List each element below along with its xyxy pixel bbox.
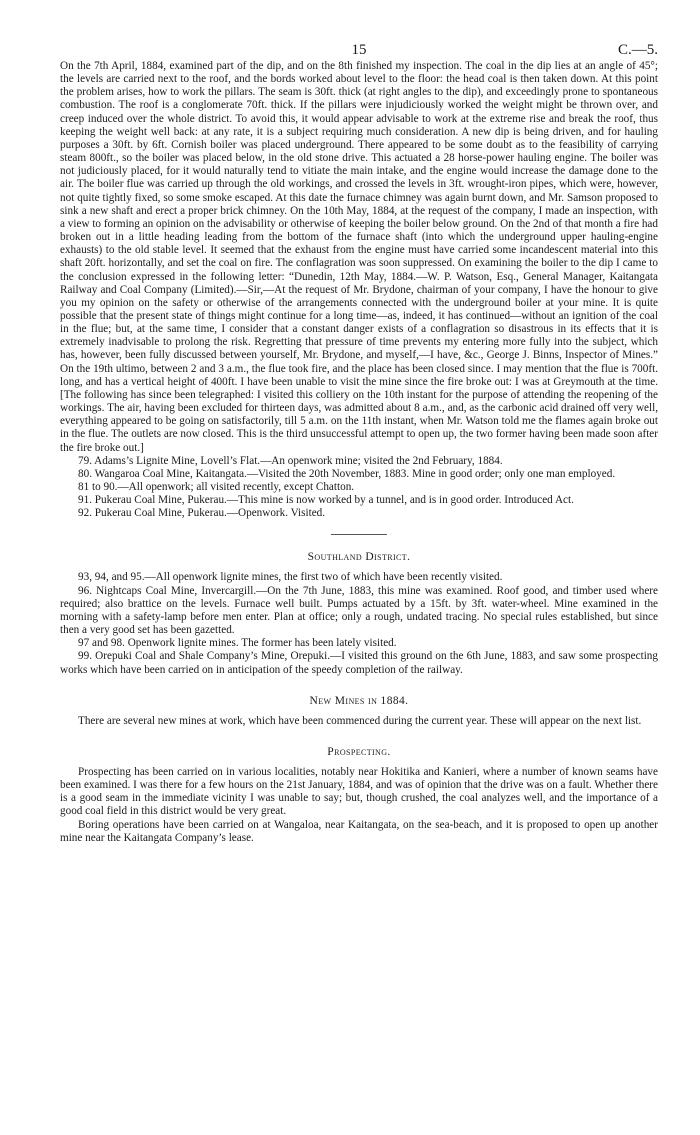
paragraph-92: 92. Pukerau Coal Mine, Pukerau.—Openwork. Visited.	[78, 507, 326, 520]
heading-new-mines: New Mines in 1884.	[309, 694, 409, 707]
page-header	[60, 0, 658, 60]
paragraph-prospecting-2: Boring operations have been carried on at Wangaloa, near Kaitangata, on the sea-beach, and it is proposed to open up another mine near the Kaitangata Company’s lease.	[60, 818, 658, 844]
document-body	[60, 60, 658, 845]
section-divider	[331, 534, 387, 535]
heading-southland-district: Southland District.	[307, 551, 411, 564]
paragraph-80: 80. Wangaroa Coal Mine, Kaitangata.—Visited the 20th November, 1883. Mine in good order; only one man employed.	[78, 467, 616, 480]
page-number: 15	[351, 42, 367, 58]
paragraph-79: 79. Adams’s Lignite Mine, Lovell’s Flat.—An openwork mine; visited the 2nd February, 1884.	[78, 454, 503, 467]
paragraph-99: 99. Orepuki Coal and Shale Company’s Mine, Orepuki.—I visited this ground on the 6th June, 1883, and saw some prospecting works which have been carried on in anticipation of the speedy completion of the railway.	[60, 650, 658, 676]
document-reference: C.—5.	[617, 42, 658, 58]
paragraph-96: 96. Nightcaps Coal Mine, Invercargill.—On the 7th June, 1883, this mine was examined. Roof good, and timber used where required; also brattice on the levels. Furnace well built. Pumps actuated by a 15ft. by 3ft. water-wheel. Mine examined in the morning with a safety-lamp before men enter. Plan at office; only a rough, undated tracing. No special rules established, but since then a very good set has been gazetted.	[60, 584, 658, 637]
paragraph-new-mines: There are several new mines at work, which have been commenced during the current year. These will appear on the next list.	[78, 714, 642, 727]
document-page	[60, 0, 658, 845]
paragraph-81-90: 81 to 90.—All openwork; all visited recently, except Chatton.	[78, 481, 355, 493]
paragraph-91: 91. Pukerau Coal Mine, Pukerau.—This mine is now worked by a tunnel, and is in good order. Introduced Act.	[78, 494, 574, 507]
paragraph-prospecting-1: Prospecting has been carried on in various localities, notably near Hokitika and Kanieri, where a number of known seams have been examined. I was there for a few hours on the 21st January, 1884, and was of opinion that the drive was on a fault. Whether there is a good seam in the immediate vicinity I was unable to say; but, though crushed, the coal analyzes well, and the importance of a good coal field in this district would be very great.	[60, 765, 658, 818]
paragraph-97-98: 97 and 98. Openwork lignite mines. The former has been lately visited.	[78, 637, 397, 650]
heading-prospecting: Prospecting.	[327, 745, 391, 758]
paragraph-93-95: 93, 94, and 95.—All openwork lignite mines, the first two of which have been recently visited.	[78, 571, 503, 584]
paragraph-kaitangata: On the 7th April, 1884, examined part of the dip, and on the 8th finished my inspection. The coal in the dip lies at an angle of 45°; the levels are carried next to the roof, and the bords worked about level to the floor: the head coal is then taken down. At this point the problem arises, how to work the pillars. The seam is 30ft. thick (at right angles to the dip), and exceedingly prone to spontaneous combustion. The roof is a conglomerate 70ft. thick. If the pillars were injudiciously worked the weight might be thrown over, and creep induced over the whole district. To avoid this, it would appear advisable to work at the extreme rise and break the roof, thus keeping the weight well back: at any rate, it is a subject requiring much consideration. A new dip is being driven, and for hauling purposes a 30ft. by 6ft. Cornish boiler was placed underground. There appeared to be some doubt as to the feasibility of carrying steam 800ft., so the boiler was placed below, in the old stone drive. This actuated a 28 horse-power hauling engine. The boiler was not judiciously placed, for it would naturally tend to vitiate the main intake, and the engine would increase the damage done to the air. The boiler flue was carried up through the old workings, and crossed the levels in 3ft. wrought-iron pipes, which were, however, not quite tightly fixed, so some smoke escaped. At this date the furnace chimney was again burnt down, and Mr. Samson proposed to sink a new shaft and erect a proper brick chimney. On the 10th May, 1884, at the request of the company, I made an inspection, with a view to forming an opinion on the advisability or otherwise of keeping the boiler below ground. On the 2nd of that month a fire had broken out in a little heading leading from the bottom of the furnace shaft (into which the underground upper hauling-engine exhausts) to the old stable level. It seemed that the exhaust from the engine must have carried some incandescent material into this shaft 20ft. horizontally, and set the coal on fire. The conflagration was soon suppressed. On examining the boiler to the dip I came to the conclusion expressed in the following letter: “Dunedin, 12th May, 1884.—W. P. Watson, Esq., General Manager, Kaitangata Railway and Coal Company (Limited).—Sir,—At the request of Mr. Brydone, chairman of your company, I have the honour to give you my opinion on the safety or otherwise of the arrangements connected with the underground boiler at your mine. It is quite possible that the present state of things might continue for a long time—as, indeed, it has continued—without an ignition of the coal in the flue; but, at the same time, I consider that a constant danger exists of a conflagration so disastrous in its effects that it is extremely inadvisable to prolong the risk. Regretting that pressure of time prevents my entering more fully into the subject, which has, however, been fully discussed between yourself, Mr. Brydone, and myself,—I have, &c., George J. Binns, Inspector of Mines.” On the 19th ultimo, between 2 and 3 a.m., the flue took fire, and the place has been closed since. I may mention that the flue is 700ft. long, and has a vertical height of 400ft. I have been unable to visit the mine since the fire broke out: I was at Greymouth at the time. [The following has since been telegraphed: I visited this colliery on the 10th instant for the purpose of attending the reopening of the workings. The air, having been excluded for thirteen days, was admitted about 8 a.m., and, as the carbonic acid drained off very well, everything appeared to be going on satisfactorily, till 5 a.m. on the 11th instant, when Mr. Watson told me the flames again broke out in the flue. The outlets are now closed. This is the third unsuccessful attempt to open up, the two former having been made soon after the fire broke out.]	[60, 60, 658, 454]
